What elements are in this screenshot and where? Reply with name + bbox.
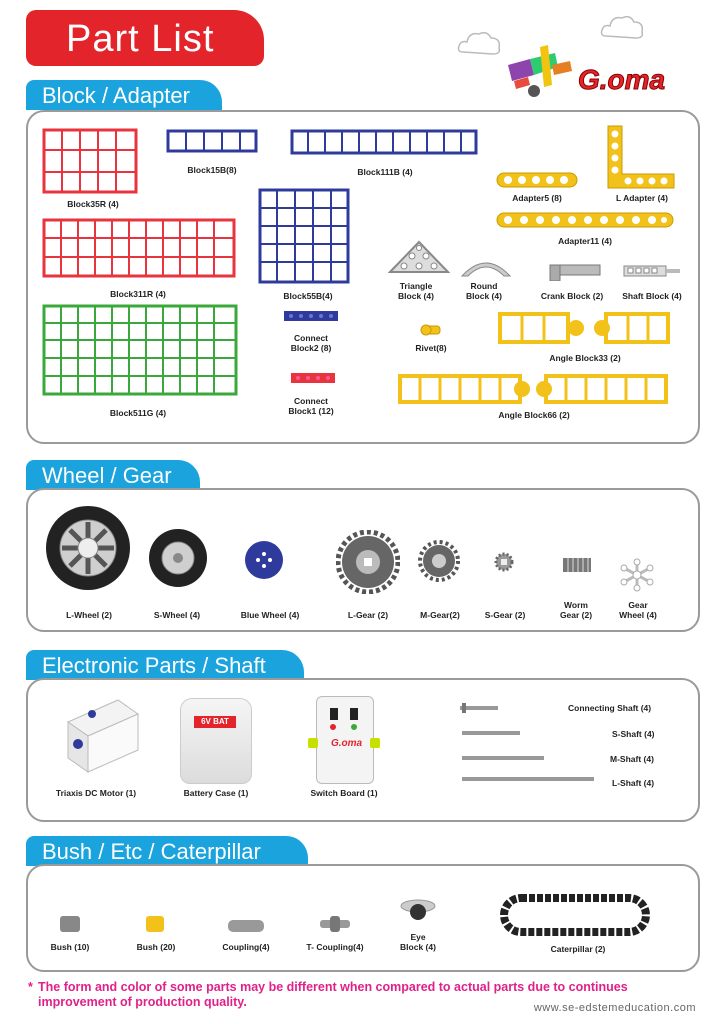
bush-yellow-image [146,916,164,932]
label-angle-block66: Angle Block66 (2) [498,410,570,420]
led-icon [351,724,357,730]
section-title-block: Block / Adapter [42,83,190,108]
l-adapter-image [606,124,676,190]
block15b-image [166,127,258,157]
label-adapter5: Adapter5 (8) [512,193,562,203]
angle-block33-image [498,310,670,346]
section-title-electronic: Electronic Parts / Shaft [42,653,266,678]
s-shaft-image [462,731,520,735]
connect-block1-image [290,372,336,384]
label-gear-wheel: Gear Wheel (4) [619,600,657,620]
l-gear-image [336,530,400,594]
label-block15b: Block15B(8) [187,165,237,175]
label-block35r: Block35R (4) [67,199,119,209]
page-title: Part List [66,18,215,60]
block311r-image [42,218,236,278]
blue-wheel-image [244,540,284,580]
switch-brand-logo: G.oma [331,738,363,749]
label-adapter11: Adapter11 (4) [558,236,612,246]
label-s-gear: S-Gear (2) [484,610,526,620]
cloud-icon [455,28,505,58]
block35r-image [42,128,138,194]
angle-block66-image [396,372,672,406]
block55b-image [258,188,350,284]
label-crank-block: Crank Block (2) [540,291,604,301]
label-blue-wheel: Blue Wheel (4) [240,610,300,620]
label-l-wheel: L-Wheel (2) [66,610,112,620]
plane-logo-icon [500,45,580,100]
label-battery-case: Battery Case (1) [183,788,249,798]
rivet-image [420,322,442,338]
s-wheel-image [148,528,208,588]
block511g-image [42,304,238,396]
label-s-wheel: S-Wheel (4) [153,610,201,620]
eye-block-image [400,898,436,924]
t-coupling-image [318,914,352,934]
connecting-shaft-head [462,703,466,713]
coupling-image [228,920,264,932]
website-url: www.se-edstemeducation.com [533,1002,696,1014]
label-eye-block: Eye Block (4) [400,932,436,952]
label-bush-yellow: Bush (20) [136,942,176,952]
block111b-image [290,127,478,159]
adapter5-image [496,172,578,188]
label-s-shaft: S-Shaft (4) [612,729,655,739]
clip-icon [308,738,318,748]
footnote-star: * [28,980,33,994]
m-shaft-image [462,756,544,760]
label-connect-block1: Connect Block1 (12) [288,396,334,416]
label-m-gear: M-Gear(2) [420,610,460,620]
label-worm-gear: Worm Gear (2) [559,600,593,620]
label-bush-grey: Bush (10) [50,942,90,952]
label-round-block: Round Block (4) [466,281,502,301]
switch-icon [350,708,358,720]
bush-grey-image [60,916,80,932]
switch-icon [330,708,338,720]
footnote-text: The form and color of some parts may be different when compared to actual parts due to continues improvement of production quality. [38,980,628,1009]
l-shaft-image [462,777,594,781]
label-l-adapter: L Adapter (4) [616,193,668,203]
l-wheel-image [44,504,132,592]
label-l-shaft: L-Shaft (4) [612,778,655,788]
adapter11-image [496,212,674,228]
label-connecting-shaft: Connecting Shaft (4) [568,703,652,713]
label-t-coupling: T- Coupling(4) [306,942,364,952]
label-block111b: Block111B (4) [357,167,413,177]
label-shaft-block: Shaft Block (4) [622,291,682,301]
clip-icon [370,738,380,748]
battery-case-image [180,698,252,784]
brand-logo: G.oma [578,64,666,95]
label-block55b: Block55B(4) [283,291,333,301]
dc-motor-image [58,692,142,776]
label-connect-block2: Connect Block2 (8) [290,333,332,353]
label-coupling: Coupling(4) [222,942,270,952]
caterpillar-image [500,892,650,940]
shaft-block-image [622,264,682,278]
m-gear-image [418,540,460,582]
label-triangle-block: Triangle Block (4) [398,281,434,301]
gear-wheel-image [620,558,654,592]
label-angle-block33: Angle Block33 (2) [549,353,621,363]
triangle-block-image [388,240,450,274]
label-rivet: Rivet(8) [415,343,447,353]
label-l-gear: L-Gear (2) [347,610,389,620]
section-title-wheel: Wheel / Gear [42,463,172,488]
worm-gear-image [562,556,592,574]
label-caterpillar: Caterpillar (2) [550,944,606,954]
cloud-icon [598,12,650,42]
connect-block2-image [283,310,339,322]
label-dc-motor: Triaxis DC Motor (1) [55,788,137,798]
battery-label: 6V BAT [194,716,236,728]
crank-block-image [548,261,602,281]
led-icon [330,724,336,730]
label-block311r: Block311R (4) [110,289,166,299]
label-block511g: Block511G (4) [109,408,167,418]
round-block-image [460,256,512,278]
section-title-bush: Bush / Etc / Caterpillar [42,839,261,864]
label-switch-board: Switch Board (1) [310,788,378,798]
label-m-shaft: M-Shaft (4) [610,754,654,764]
s-gear-image [494,552,514,572]
